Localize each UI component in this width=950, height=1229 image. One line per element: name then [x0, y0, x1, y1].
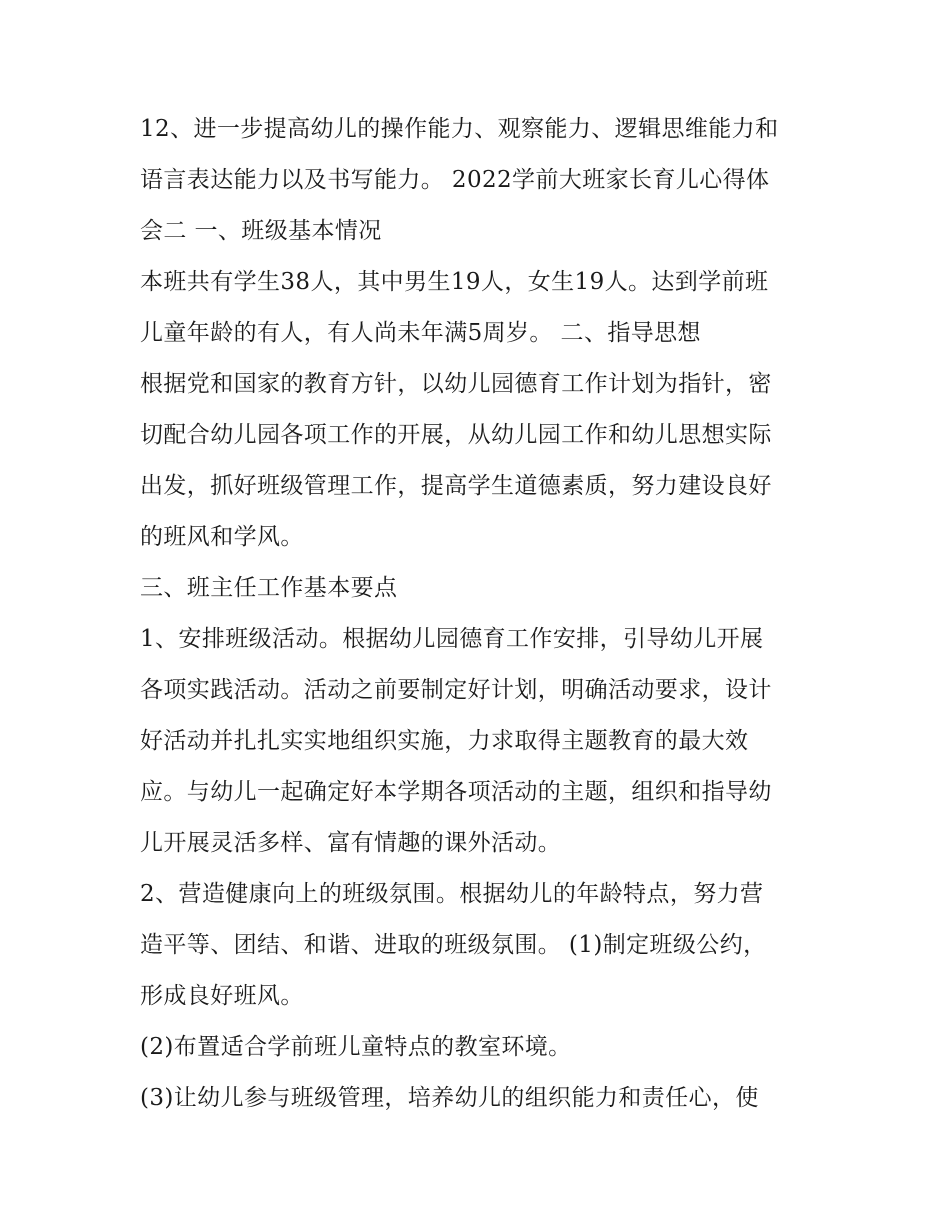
- text-line: 儿开展灵活多样、富有情趣的课外活动。: [140, 830, 562, 856]
- text-line: 各项实践活动。活动之前要制定好计划，明确活动要求，设计: [140, 677, 772, 703]
- text-line: 会二 一、班级基本情况: [140, 218, 382, 244]
- text-line: 语言表达能力以及书写能力。 2022学前大班家长育儿心得体: [140, 167, 770, 193]
- text-line: 好活动并扎扎实实地组织实施，力求取得主题教育的最大效: [140, 728, 749, 754]
- text-line: 出发，抓好班级管理工作，提高学生道德素质，努力建设良好: [140, 473, 772, 499]
- text-line: 根据党和国家的教育方针，以幼儿园德育工作计划为指针，密: [140, 371, 772, 397]
- text-line: 形成良好班风。: [140, 983, 304, 1009]
- text-line: 本班共有学生38人，其中男生19人，女生19人。达到学前班: [140, 269, 769, 295]
- text-line: 12、进一步提高幼儿的操作能力、观察能力、逻辑思维能力和: [140, 116, 779, 142]
- section-heading: 三、班主任工作基本要点: [140, 575, 398, 601]
- text-line: 的班风和学风。: [140, 524, 304, 550]
- document-body: [140, 104, 830, 1124]
- text-line: 应。与幼儿一起确定好本学期各项活动的主题，组织和指导幼: [140, 779, 772, 805]
- text-line: 造平等、团结、和谐、进取的班级氛围。 (1)制定班级公约，: [140, 932, 767, 958]
- text-line: 2、营造健康向上的班级氛围。根据幼儿的年龄特点，努力营: [140, 881, 764, 907]
- text-line: (2)布置适合学前班儿童特点的教室环境。: [140, 1034, 572, 1060]
- text-line: 儿童年龄的有人，有人尚未年满5周岁。 二、指导思想: [140, 320, 701, 346]
- text-line: 1、安排班级活动。根据幼儿园德育工作安排，引导幼儿开展: [140, 626, 764, 652]
- text-line: (3)让幼儿参与班级管理，培养幼儿的组织能力和责任心，使: [140, 1085, 759, 1111]
- text-line: 切配合幼儿园各项工作的开展，从幼儿园工作和幼儿思想实际: [140, 422, 772, 448]
